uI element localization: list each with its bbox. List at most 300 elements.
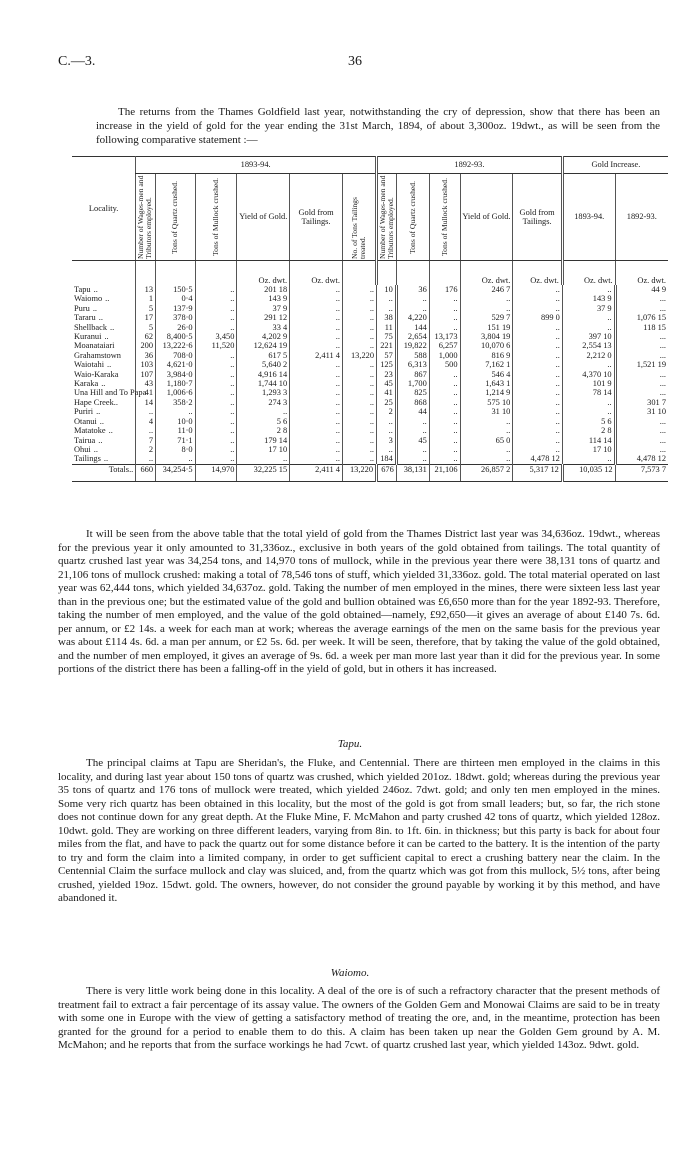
cell: 13,222·6 <box>156 341 196 350</box>
cell: 2 <box>377 407 397 416</box>
unit-label: Oz. dwt. <box>460 261 513 286</box>
cell: .. <box>513 388 563 397</box>
leader-dots: .. <box>96 407 101 417</box>
cell: 676 <box>377 464 397 481</box>
cell: 10·0 <box>156 417 196 426</box>
cell: 660 <box>136 464 156 481</box>
cell: .. <box>195 294 237 303</box>
col-quartz-header: Tons of Quartz crushed. <box>170 180 180 254</box>
cell: 17 <box>136 313 156 322</box>
cell: .. <box>195 323 237 332</box>
locality-name: Tararu <box>74 313 96 323</box>
cell: 43 <box>136 379 156 388</box>
cell: 17 10 <box>237 445 290 454</box>
leader-dots: .. <box>98 435 103 445</box>
cell: .. <box>513 379 563 388</box>
locality-cell <box>72 332 136 341</box>
cell: .. <box>562 454 615 464</box>
cell: .. <box>513 417 563 426</box>
cell: .. <box>342 370 376 379</box>
cell: 4,916 14 <box>237 370 290 379</box>
leader-dots: .. <box>107 360 112 370</box>
cell: 26,857 2 <box>460 464 513 481</box>
cell: .. <box>342 398 376 407</box>
locality-cell <box>72 379 136 388</box>
cell: 10,070 6 <box>460 341 513 350</box>
cell: 75 <box>377 332 397 341</box>
locality-name: Matatoke <box>74 426 106 436</box>
cell: 151 19 <box>460 323 513 332</box>
cell: .. <box>195 379 237 388</box>
cell: 868 <box>396 398 429 407</box>
document-code: C.—3. <box>58 54 96 69</box>
cell: 65 0 <box>460 436 513 445</box>
cell: .. <box>136 407 156 416</box>
cell: .. <box>513 426 563 435</box>
table-row <box>72 445 668 454</box>
intro-paragraph: The returns from the Thames Goldfield last year, notwithstanding the cry of depression, show that there has been an increase in the yield of gold for the year ending the 31st March, 1894, of about 3,300oz. 19dwt., as will be seen from the following comparative statement :— <box>96 106 660 146</box>
cell: 5 6 <box>562 417 615 426</box>
cell: 1,744 10 <box>237 379 290 388</box>
cell: 708·0 <box>156 351 196 360</box>
cell: 62 <box>136 332 156 341</box>
cell: 179 14 <box>237 436 290 445</box>
cell: .. <box>290 313 343 322</box>
cell: 3,984·0 <box>156 370 196 379</box>
cell: ... <box>615 426 668 435</box>
unit-label: Oz. dwt. <box>615 261 668 286</box>
cell: .. <box>429 323 460 332</box>
cell: .. <box>429 313 460 322</box>
cell: Totals <box>108 464 130 474</box>
cell: .. <box>429 407 460 416</box>
locality-cell <box>72 426 136 435</box>
cell: .. <box>429 417 460 426</box>
cell: .. <box>377 426 397 435</box>
table-row <box>72 332 668 341</box>
cell: .. <box>377 304 397 313</box>
cell: 150·5 <box>156 285 196 294</box>
locality-cell <box>72 313 136 322</box>
cell: 1 <box>136 294 156 303</box>
cell: 5 <box>136 323 156 332</box>
locality-cell <box>72 398 136 407</box>
table-row <box>72 285 668 294</box>
cell: 10 <box>377 285 397 294</box>
comparative-statement-table <box>72 156 668 482</box>
units-row <box>72 261 668 286</box>
cell: 201 18 <box>237 285 290 294</box>
col-men-header: Number of Wages-men and Tributors employed. <box>136 175 154 259</box>
cell: .. <box>156 454 196 464</box>
cell: .. <box>342 407 376 416</box>
gold-increase-header: Gold Increase. <box>562 157 668 174</box>
cell: ... <box>615 445 668 454</box>
leader-dots: .. <box>98 313 103 323</box>
cell: .. <box>396 417 429 426</box>
cell: 17 10 <box>562 445 615 454</box>
cell: .. <box>195 454 237 464</box>
totals-row <box>72 464 668 481</box>
cell: 31 10 <box>615 407 668 416</box>
cell: .. <box>195 436 237 445</box>
locality-header: Locality. <box>88 203 119 213</box>
cell: .. <box>377 417 397 426</box>
cell: .. <box>513 360 563 369</box>
cell: 7,162 1 <box>460 360 513 369</box>
cell: 13,173 <box>429 332 460 341</box>
tapu-paragraph <box>58 757 660 906</box>
cell: 101 9 <box>562 379 615 388</box>
table-row <box>72 379 668 388</box>
leader-dots: .. <box>101 379 106 389</box>
locality-name: Shellback <box>74 322 108 332</box>
col-tail-header-2: Gold from Tailings. <box>519 207 555 226</box>
cell: 71·1 <box>156 436 196 445</box>
col-mullock-header-2: Tons of Mullock crushed. <box>439 178 449 256</box>
cell: .. <box>290 285 343 294</box>
unit-label: Oz. dwt. <box>290 261 343 286</box>
cell: 184 <box>377 454 397 464</box>
locality-cell <box>72 323 136 332</box>
cell: 44 9 <box>615 285 668 294</box>
cell: 2 8 <box>237 426 290 435</box>
cell: .. <box>342 388 376 397</box>
cell: .. <box>195 388 237 397</box>
cell: .. <box>429 370 460 379</box>
cell: 4 <box>136 417 156 426</box>
cell: 1,700 <box>396 379 429 388</box>
cell: .. <box>195 370 237 379</box>
col-yield-header-2: Yield of Gold. <box>462 212 511 222</box>
cell: .. <box>342 304 376 313</box>
cell: 867 <box>396 370 429 379</box>
cell: 45 <box>396 436 429 445</box>
table-row <box>72 426 668 435</box>
cell: 7 <box>136 436 156 445</box>
locality-name: Ohui <box>74 444 91 454</box>
locality-name: Puriri <box>74 407 94 417</box>
cell: 23 <box>377 370 397 379</box>
cell: 0·4 <box>156 294 196 303</box>
cell: 4,220 <box>396 313 429 322</box>
cell: 13,220 <box>342 464 376 481</box>
cell: 38 <box>377 313 397 322</box>
col-quartz-header-2: Tons of Quartz crushed. <box>407 180 417 254</box>
locality-cell <box>72 436 136 445</box>
locality-cell <box>72 370 136 379</box>
cell: .. <box>290 426 343 435</box>
cell: .. <box>195 426 237 435</box>
table-row <box>72 407 668 416</box>
cell: .. <box>342 332 376 341</box>
leader-dots: .. <box>92 303 98 313</box>
cell: .. <box>290 388 343 397</box>
cell: ... <box>615 370 668 379</box>
table-row <box>72 454 668 464</box>
cell: .. <box>562 398 615 407</box>
cell: .. <box>396 454 429 464</box>
locality-name: Hape Creek.. <box>74 397 118 407</box>
cell: .. <box>237 454 290 464</box>
cell: 45 <box>377 379 397 388</box>
cell: .. <box>429 388 460 397</box>
cell: 1,643 1 <box>460 379 513 388</box>
paragraph-text: The principal claims at Tapu are Sheridan's, the Fluke, and Centennial. There are thirteen men employed in the claims in this locality, and during last year about 150 tons of quartz was crushed, which yielded 201oz. 18dwt. gold; whereas during the previous year 35 tons of quartz and 176 tons of mullock were treated, which yielded 246oz. 7dwt. gold; and only ten men employed in the mines. Some very rich quartz has been obtained in this locality, but the most of the gold is got from small leaders; but, so far, the rich stone does not continue down for any great depth. At the Fluke Mine, F. McMahon and party crushed 42 tons of quartz, which yielded 128oz. 10dwt. gold. They are working on three different leaders, varying from 8in. to 1ft. 6in. in thickness; but this party is back for about four miles from the flat, and have to pack the quartz out for some distance before it can be carted to the battery. It is the intention of the party to try and form the claim into a limited company, in order to get sufficient capital to erect a crushing battery near the claim. In the Centennial Claim the surface mullock and clay was sluiced, and, from the quartz which was got from this mullock, 5½ tons, after being crushed, yielded 19oz. 15dwt. gold. The owners, however, do not consider the ground payable by working it by this method, and have abandoned it. <box>58 757 660 905</box>
cell: .. <box>429 294 460 303</box>
period-1892-93-header: 1892-93. <box>377 157 563 174</box>
col-tons-tail-header: No. of Tons Tailings treated. <box>349 197 367 259</box>
table-row <box>72 417 668 426</box>
paragraph-text: It will be seen from the above table that the total yield of gold from the Thames District last year was 34,636oz. 19dwt., whereas for the previous year it only amounted to 31,336oz., exclusive in both years of the gold obtained from tailings. The total quantity of quartz crushed last year was 34,254 tons, and 14,970 tons of mullock, while in the previous year there were 38,131 tons of quartz and 21,106 tons of mullock crushed: making a total of 78,546 tons of stuff, which yielded 31,336oz. gold. The total material operated on last year was 62,444 tons, which yielded 34,637oz. gold. Taking the number of men employed in the mines, there were sixteen less last year than in the previous one; but the estimated value of the gold and bullion obtained was £6,650 more than for the year 1892-93. Therefore, taking the number of men employed, and the value of the gold obtained—namely, £92,650—it gives an average of about £140 7s. 6d. per annum, or £2 14s. a week for each man at work; whereas the average earnings of the men on the same basis for the previous year was about £114 4s. 6d. a man per annum, or £2 5s. 6d. per week. It will be seen, therefore, that by taking the value of the gold obtained, and the number of men employed, it gives an average of 9s. 6d. a week per man more last year than it did for the previous year. In some portions of the district there has been a falling-off in the yield of gold, but in others it has increased. <box>58 528 660 676</box>
cell: .. <box>513 285 563 294</box>
cell: 3,804 19 <box>460 332 513 341</box>
col-tail-header: Gold from Tailings. <box>298 207 334 226</box>
cell: .. <box>342 323 376 332</box>
cell: 4,478 12 <box>615 454 668 464</box>
cell: 5,640 2 <box>237 360 290 369</box>
cell: .. <box>513 351 563 360</box>
cell: 575 10 <box>460 398 513 407</box>
locality-name: Tairua <box>74 435 96 445</box>
cell: 816 9 <box>460 351 513 360</box>
cell: .. <box>429 454 460 464</box>
table-row <box>72 398 668 407</box>
cell: .. <box>290 445 343 454</box>
cell: .. <box>460 445 513 454</box>
cell: 11·0 <box>156 426 196 435</box>
cell: ... <box>615 351 668 360</box>
cell: 825 <box>396 388 429 397</box>
cell: 4,370 10 <box>562 370 615 379</box>
cell: 8·0 <box>156 445 196 454</box>
cell: 19,822 <box>396 341 429 350</box>
table-header-row <box>72 157 668 174</box>
cell: .. <box>513 323 563 332</box>
cell: .. <box>342 436 376 445</box>
cell: 5 6 <box>237 417 290 426</box>
locality-cell <box>72 285 136 294</box>
locality-name: Puru <box>74 303 90 313</box>
col-inc2-header: 1892-93. <box>626 212 657 222</box>
cell: 1,180·7 <box>156 379 196 388</box>
cell: .. <box>195 398 237 407</box>
cell: .. <box>429 445 460 454</box>
leader-dots: .. <box>103 454 109 464</box>
locality-name: Tapu <box>74 285 91 294</box>
cell: 274 3 <box>237 398 290 407</box>
leader-dots: .. <box>93 444 98 454</box>
cell: .. <box>195 360 237 369</box>
cell: 118 15 <box>615 323 668 332</box>
cell: 41 <box>377 388 397 397</box>
cell: .. <box>290 332 343 341</box>
cell: 4,202 9 <box>237 332 290 341</box>
locality-cell <box>72 351 136 360</box>
cell: .. <box>513 445 563 454</box>
cell: .. <box>290 379 343 388</box>
locality-cell <box>72 417 136 426</box>
cell: 2 <box>136 445 156 454</box>
cell: 200 <box>136 341 156 350</box>
cell: 44 <box>396 407 429 416</box>
cell: 114 14 <box>562 436 615 445</box>
paragraph-text: There is very little work being done in this locality. A deal of the ore is of such a refractory character that the present methods of treatment fail to extract a fair percentage of its assay value. The owners of the Golden Gem and Monowai Claims are said to be in treaty with some one in Europe with the view of getting a satisfactory method of treating the ore, and, in the meantime, protection has been granted for the ground for a period to enable them to do this. A claim has been taken up near the Golden Gem ground by A. M. McMahon; and he reports that from the surface workings he had 7cwt. of quartz crushed last year, which yielded 143oz. 9dwt. gold. <box>58 985 660 1052</box>
cell: 588 <box>396 351 429 360</box>
locality-name: Grahamstown <box>74 350 121 360</box>
table-row <box>72 351 668 360</box>
cell: .. <box>562 323 615 332</box>
cell: 12,624 19 <box>237 341 290 350</box>
locality-cell <box>72 407 136 416</box>
cell: 107 <box>136 370 156 379</box>
cell: .. <box>290 341 343 350</box>
cell: 36 <box>396 285 429 294</box>
cell: .. <box>429 379 460 388</box>
cell: ... <box>615 417 668 426</box>
cell: .. <box>290 294 343 303</box>
locality-cell <box>72 341 136 350</box>
cell: .. <box>129 464 134 474</box>
cell: .. <box>342 445 376 454</box>
cell: 5 <box>136 304 156 313</box>
cell: 617 5 <box>237 351 290 360</box>
cell: 1,000 <box>429 351 460 360</box>
cell: .. <box>290 407 343 416</box>
cell: .. <box>513 332 563 341</box>
cell: 899 0 <box>513 313 563 322</box>
locality-cell <box>72 294 136 303</box>
cell: ... <box>615 341 668 350</box>
cell: 500 <box>429 360 460 369</box>
cell: 291 12 <box>237 313 290 322</box>
cell: .. <box>513 304 563 313</box>
cell: 6,313 <box>396 360 429 369</box>
cell: 37 9 <box>237 304 290 313</box>
table-row <box>72 360 668 369</box>
cell: 397 10 <box>562 332 615 341</box>
cell: 14,970 <box>195 464 237 481</box>
cell: ... <box>615 379 668 388</box>
cell: 103 <box>136 360 156 369</box>
cell: 13 <box>136 285 156 294</box>
locality-cell <box>72 360 136 369</box>
table-column-headers <box>72 174 668 261</box>
table-row <box>72 304 668 313</box>
locality-name: Kuranui <box>74 332 102 342</box>
cell: 78 14 <box>562 388 615 397</box>
leader-dots: .. <box>93 285 98 294</box>
locality-cell <box>72 388 147 398</box>
locality-cell <box>72 304 136 313</box>
cell: .. <box>290 370 343 379</box>
cell: .. <box>513 436 563 445</box>
leader-dots: .. <box>108 426 113 436</box>
table-row <box>72 388 668 397</box>
table-row <box>72 370 668 379</box>
cell: 33 4 <box>237 323 290 332</box>
section-heading-waiomo: Waiomo. <box>330 967 370 979</box>
waiomo-paragraph <box>58 985 660 1053</box>
col-yield-header: Yield of Gold. <box>239 212 288 222</box>
cell: .. <box>396 304 429 313</box>
cell: .. <box>429 426 460 435</box>
cell: 358·2 <box>156 398 196 407</box>
cell: .. <box>562 285 615 294</box>
cell: ... <box>615 436 668 445</box>
cell: 529 7 <box>460 313 513 322</box>
cell: .. <box>513 398 563 407</box>
unit-label: Oz. dwt. <box>237 261 290 286</box>
cell: .. <box>195 417 237 426</box>
cell: 11 <box>377 323 397 332</box>
cell: 36 <box>136 351 156 360</box>
cell: 2 8 <box>562 426 615 435</box>
cell: 1,521 19 <box>615 360 668 369</box>
cell: .. <box>290 323 343 332</box>
col-mullock-header: Tons of Mullock crushed. <box>210 178 220 256</box>
cell: ... <box>615 332 668 341</box>
cell: .. <box>377 445 397 454</box>
cell: 37 9 <box>562 304 615 313</box>
cell: 1,293 3 <box>237 388 290 397</box>
col-inc1-header: 1893-94. <box>574 212 605 222</box>
cell: .. <box>342 341 376 350</box>
cell: .. <box>429 398 460 407</box>
cell: .. <box>377 294 397 303</box>
table-row <box>72 323 668 332</box>
cell: 246 7 <box>460 285 513 294</box>
leader-dots: .. <box>110 322 115 332</box>
cell: 1,076 15 <box>615 313 668 322</box>
cell: 4,621·0 <box>156 360 196 369</box>
cell: .. <box>342 360 376 369</box>
locality-name: Waiotahi <box>74 360 105 370</box>
cell: 5,317 12 <box>513 464 563 481</box>
leader-dots: .. <box>99 416 104 426</box>
cell: 2,411 4 <box>290 464 343 481</box>
cell: .. <box>460 294 513 303</box>
cell: 11,520 <box>195 341 237 350</box>
cell: 137·9 <box>156 304 196 313</box>
cell: 125 <box>377 360 397 369</box>
cell: 2,411 4 <box>290 351 343 360</box>
cell: .. <box>290 436 343 445</box>
cell: 38,131 <box>396 464 429 481</box>
table-row <box>72 313 668 322</box>
cell: ... <box>615 294 668 303</box>
cell: .. <box>290 417 343 426</box>
cell: .. <box>290 360 343 369</box>
locality-name: Una Hill and To Papa <box>74 388 147 398</box>
leader-dots: .. <box>105 294 110 304</box>
cell: 21,106 <box>429 464 460 481</box>
locality-name: Waiomo <box>74 294 103 304</box>
cell: 3,450 <box>195 332 237 341</box>
period-1893-94-header: 1893-94. <box>136 157 377 174</box>
cell: 57 <box>377 351 397 360</box>
cell: 4,478 12 <box>513 454 563 464</box>
cell: .. <box>290 454 343 464</box>
cell: 8,400·5 <box>156 332 196 341</box>
locality-name: Karaka <box>74 379 99 389</box>
cell: .. <box>396 445 429 454</box>
cell: 378·0 <box>156 313 196 322</box>
cell: .. <box>237 407 290 416</box>
section-heading-tapu: Tapu. <box>337 738 363 750</box>
cell: .. <box>195 445 237 454</box>
cell: .. <box>513 341 563 350</box>
